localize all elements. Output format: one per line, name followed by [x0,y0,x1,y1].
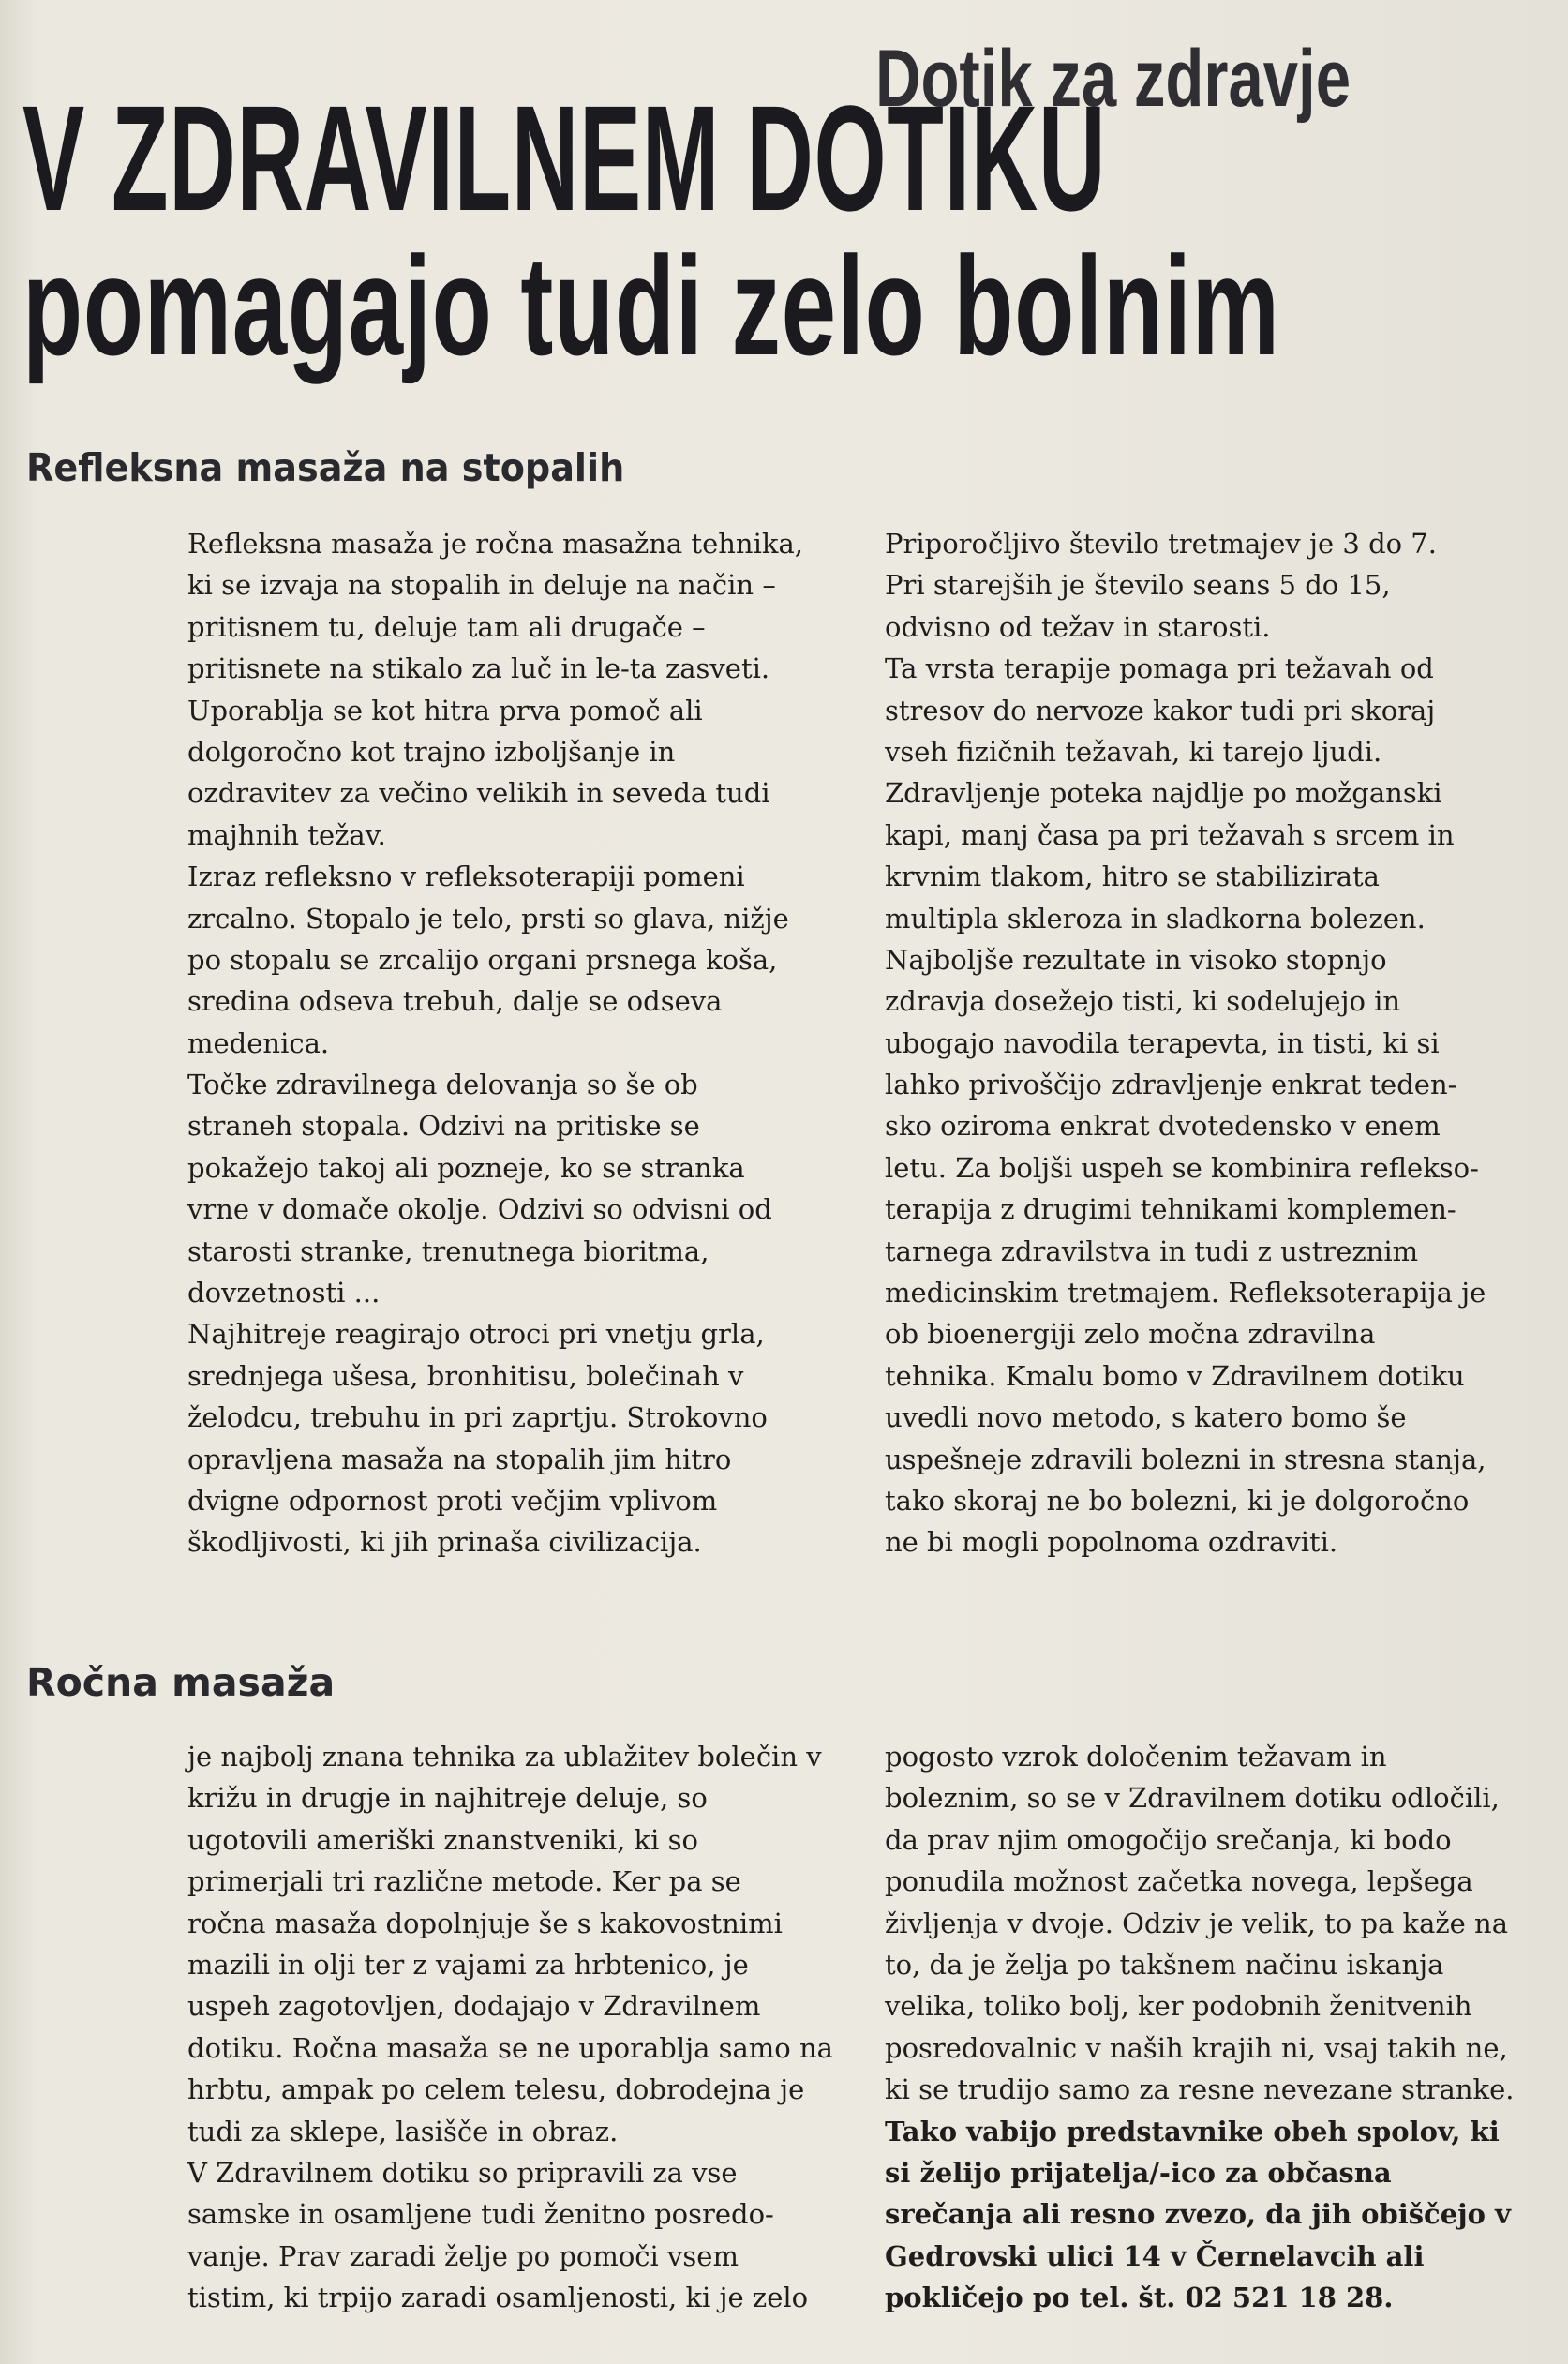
text-line: dotiku. Ročna masaža se ne uporablja samo na [187,2031,833,2064]
text-line: lahko privoščijo zdravljenje enkrat teden- [885,1069,1457,1101]
reflex-massage-right-column [885,523,1541,1564]
paragraph [885,1736,1541,2111]
text-line: življenja v dvoje. Odziv je velik, to pa kaže na [885,1907,1509,1939]
text-line: Refleksna masaža je ročna masažna tehnika, [187,528,803,560]
headline-line-2: pomagajo tudi zelo bolnim [22,227,1280,384]
paragraph [187,690,834,857]
text-line: zdravja dosežejo tisti, ki sodelujejo in [885,985,1401,1018]
text-line: boleznim, so se v Zdravilnem dotiku odločili, [885,1782,1500,1815]
text-line: stresov do nervoze kakor tudi pri skoraj [885,694,1436,726]
section-heading-manual-massage: Ročna masaža [26,1660,336,1705]
text-line: ozdravitev za večino velikih in seveda tudi [187,777,770,810]
text-line: tudi za sklepe, lasišče in obraz. [187,2115,619,2147]
text-line: posredovalnic v naših krajih ni, vsaj takih ne, [885,2031,1508,2064]
text-line: Izraz refleksno v refleksoterapiji pomeni [187,860,745,893]
text-line: pritisnem tu, deluje tam ali drugače – [187,610,706,643]
text-line: Točke zdravilnega delovanja so še ob [187,1069,698,1101]
text-line: velika, toliko bolj, ker podobnih ženitvenih [885,1990,1472,2023]
paragraph [187,523,834,690]
text-line: dovzetnosti ... [187,1277,381,1309]
text-line: Pri starejših je število seans 5 do 15, [885,569,1391,602]
text-line: mazili in olji ter z vajami za hrbtenico, je [187,1948,749,1981]
text-line: medicinskim tretmajem. Refleksoterapija je [885,1277,1486,1309]
headline-line-1: V ZDRAVILNEM DOTIKU [22,74,1107,242]
text-line: škodljivosti, ki jih prinaša civilizacija. [187,1526,702,1559]
text-line: si želijo prijatelja/-ico za občasna [885,2156,1392,2189]
text-line: medenica. [187,1026,330,1059]
text-line: Tako vabijo predstavnike obeh spolov, ki [885,2115,1500,2147]
text-line: pogosto vzrok določenim težavam in [885,1741,1387,1773]
text-line: ubogajo navodila terapevta, in tisti, ki si [885,1026,1440,1059]
text-line: Ta vrsta terapije pomaga pri težavah od [885,652,1434,685]
text-line: uspešneje zdravili bolezni in stresna stanja, [885,1443,1486,1475]
text-line: tistim, ki trpijo zaradi osamljenosti, ki je zelo [187,2282,809,2314]
text-line: ročna masaža dopolnjuje še s kakovostnimi [187,1907,783,1939]
text-line: Gedrovski ulici 14 v Černelavcih ali [885,2239,1425,2272]
kicker-title: Dotik za zdravje [875,34,1351,124]
paragraph [187,856,834,1064]
text-line: po stopalu se zrcalijo organi prsnega koša, [187,943,778,976]
text-line: ki se trudijo samo za resne nevezane stranke. [885,2073,1515,2106]
text-line: dvigne odpornost proti večjim vplivom [187,1484,718,1517]
reflex-massage-left-column [187,523,834,1564]
text-line: starosti stranke, trenutnega bioritma, [187,1234,709,1267]
text-line: Najboljše rezultate in visoko stopnjo [885,943,1387,976]
text-line: zrcalno. Stopalo je telo, prsti so glava, nižje [187,902,789,935]
contact-paragraph [885,2111,1541,2319]
text-line: opravljena masaža na stopalih jim hitro [187,1443,732,1475]
paragraph [187,1064,834,1313]
text-line: to, da je želja po takšnem načinu iskanja [885,1948,1444,1981]
text-line: primerjali tri različne metode. Ker pa se [187,1865,741,1898]
text-line: majhnih težav. [187,818,386,851]
text-line: ne bi mogli popolnoma ozdraviti. [885,1526,1338,1559]
text-line: ugotovili ameriški znanstveniki, ki so [187,1823,698,1856]
text-line: Najhitreje reagirajo otroci pri vnetju grla, [187,1318,765,1351]
paragraph [187,1736,844,2152]
manual-massage-right-column [885,1736,1541,2318]
text-line: pokažejo takoj ali pozneje, ko se stranka [187,1151,745,1184]
text-line: Uporablja se kot hitra prva pomoč ali [187,694,703,726]
text-line: straneh stopala. Odzivi na pritiske se [187,1110,700,1143]
text-line: uspeh zagotovljen, dodajajo v Zdravilnem [187,1990,761,2023]
text-line: multipla skleroza in sladkorna bolezen. [885,902,1426,935]
text-line: kapi, manj časa pa pri težavah s srcem in [885,818,1455,851]
text-line: dolgoročno kot trajno izboljšanje in [187,735,676,768]
text-line: križu in drugje in najhitreje deluje, so [187,1782,708,1815]
text-line: sko oziroma enkrat dvotedensko v enem [885,1110,1441,1143]
text-line: je najbolj znana tehnika za ublažitev bolečin v [187,1741,822,1773]
text-line: Zdravljenje poteka najdlje po možganski [885,777,1442,810]
text-line: tarnega zdravilstva in tudi z ustreznim [885,1234,1419,1267]
paragraph [187,1313,834,1563]
paragraph [885,523,1541,648]
text-line: samske in osamljene tudi ženitno posredo- [187,2198,774,2231]
paragraph [885,648,1541,1564]
text-line: vseh fizičnih težavah, ki tarejo ljudi. [885,735,1382,768]
text-line: srečanja ali resno zvezo, da jih obiščejo v [885,2198,1511,2231]
text-line: uvedli novo metodo, s katero bomo še [885,1401,1407,1434]
text-line: hrbtu, ampak po celem telesu, dobrodejna je [187,2073,805,2106]
text-line: ob bioenergiji zelo močna zdravilna [885,1318,1376,1351]
text-line: sredina odseva trebuh, dalje se odseva [187,985,723,1018]
section-heading-reflex-massage: Refleksna masaža na stopalih [26,445,625,490]
text-line: ki se izvaja na stopalih in deluje na način – [187,569,776,602]
text-line: da prav njim omogočijo srečanja, ki bodo [885,1823,1452,1856]
paragraph [187,2152,844,2319]
text-line: ponudila možnost začetka novega, lepšega [885,1865,1473,1898]
text-line: V Zdravilnem dotiku so pripravili za vse [187,2156,738,2189]
text-line: Priporočljivo število tretmajev je 3 do 7. [885,528,1437,560]
text-line: tehnika. Kmalu bomo v Zdravilnem dotiku [885,1359,1465,1392]
text-line: pokličejo po tel. št. 02 521 18 28. [885,2282,1394,2314]
text-line: želodcu, trebuhu in pri zaprtju. Strokovno [187,1401,768,1434]
text-line: pritisnete na stikalo za luč in le-ta zasveti. [187,652,770,685]
text-line: tako skoraj ne bo bolezni, ki je dolgoročno [885,1484,1470,1517]
text-line: letu. Za boljši uspeh se kombinira reflekso- [885,1151,1479,1184]
text-line: odvisno od težav in starosti. [885,610,1271,643]
text-line: srednjega ušesa, bronhitisu, bolečinah v [187,1359,744,1392]
manual-massage-left-column [187,1736,844,2318]
text-line: terapija z drugimi tehnikami komplemen- [885,1193,1456,1226]
text-line: vrne v domače okolje. Odzivi so odvisni od [187,1193,772,1226]
text-line: krvnim tlakom, hitro se stabilizirata [885,860,1380,893]
text-line: vanje. Prav zaradi želje po pomoči vsem [187,2239,739,2272]
